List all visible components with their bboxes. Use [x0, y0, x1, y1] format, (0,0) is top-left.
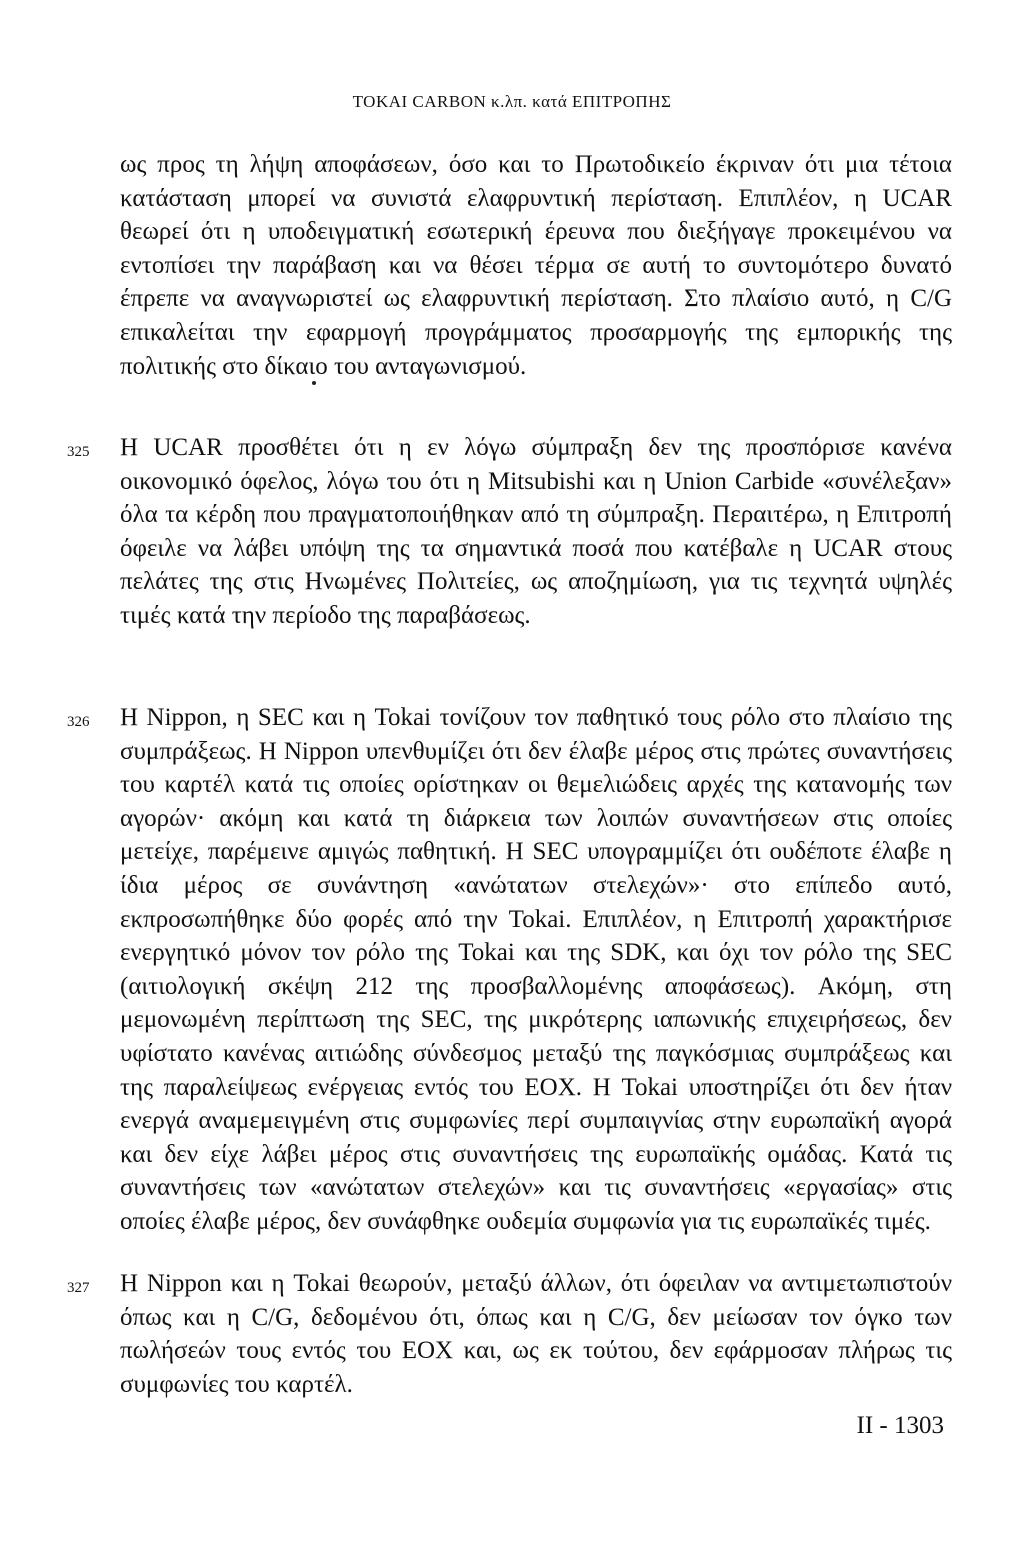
paragraph-327: Η Nippon και η Tokai θεωρούν, μεταξύ άλλων, ότι όφειλαν να αντιμετωπιστούν όπως και η C/G, δεδομένου ότι, όπως και η C/G, δεν μείωσαν τον όγκο των πωλήσεών τους εντός του ΕΟΧ και, ως εκ τούτου, δεν εφάρμοσαν πλήρως τις συμφωνίες του καρτέλ. [120, 1270, 952, 1398]
paragraph-number-326: 326 [67, 714, 90, 730]
running-header: TOKAI CARBON κ.λπ. κατά ΕΠΙΤΡΟΠΗΣ [352, 92, 672, 111]
paragraph-number-327: 327 [67, 1280, 90, 1296]
paragraph-326: Η Nippon, η SEC και η Tokai τονίζουν τον παθητικό τους ρόλο στο πλαίσιο της συμπράξεως. Η Nippon υπενθυμίζει ότι δεν έλαβε μέρος στις πρώτες συναντήσεις του καρτέλ κατά τις οποίες ορίστηκαν οι θεμελιώδεις αρχές της κατανομής των αγορών· ακόμη και κατά τη διάρκεια των λοιπών συναντήσεων στις οποίες μετείχε, παρέμεινε αμιγώς παθητική. Η SEC υπογραμμίζει ότι ουδέποτε έλαβε η ίδια μέρος σε συνάντηση «ανώτατων στελεχών»· στο επίπεδο αυτό, εκπροσωπήθηκε δύο φορές από την Tokai. Επιπλέον, η Επιτροπή χαρακτήρισε ενεργητικό μόνον τον ρόλο της Tokai και της SDK, και όχι τον ρόλο της SEC (αιτιολογική σκέψη 212 της προσβαλλομένης αποφάσεως). Ακόμη, στη μεμονωμένη περίπτωση της SEC, της μικρότερης ιαπωνικής επιχειρήσεως, δεν υφίστατο κανένας αιτιώδης σύνδεσμος μεταξύ της παγκόσμιας συμπράξεως και της παραλείψεως ενέργειας εντός του ΕΟΧ. Η Tokai υποστηρίζει ότι δεν ήταν ενεργά αναμεμειγμένη στις συμφωνίες περί συμπαιγνίας στην ευρωπαϊκή αγορά και δεν είχε λάβει μέρος στις συναντήσεις της ευρωπαϊκής ομάδας. Κατά τις συναντήσεις των «ανώτατων στελεχών» και τις συναντήσεις «εργασίας» στις οποίες έλαβε μέρος, δεν συνάφθηκε ουδεμία συμφωνία για τις ευρωπαϊκές τιμές. [120, 704, 952, 1235]
page-number: II - 1303 [856, 1412, 944, 1439]
stray-dot-mark [312, 381, 316, 385]
paragraph-325: Η UCAR προσθέτει ότι η εν λόγω σύμπραξη δεν της προσπόρισε κανένα οικονομικό όφελος, λόγω του ότι η Mitsubishi και η Union Carbide «συνέλεξαν» όλα τα κέρδη που πραγματοποιήθηκαν από τη σύμπραξη. Περαιτέρω, η Επιτροπή όφειλε να λάβει υπόψη της τα σημαντικά ποσά που κατέβαλε η UCAR στους πελάτες της στις Ηνωμένες Πολιτείες, ως αποζημίωση, για τις τεχνητά υψηλές τιμές κατά την περίοδο της παραβάσεως. [120, 434, 952, 629]
paragraph-number-325: 325 [67, 444, 90, 460]
paragraph-continued: ως προς τη λήψη αποφάσεων, όσο και το Πρωτοδικείο έκριναν ότι μια τέτοια κατάσταση μπορεί να συνιστά ελαφρυντική περίσταση. Επιπλέον, η UCAR θεωρεί ότι η υποδειγματική εσωτερική έρευνα που διεξήγαγε προκειμένου να εντοπίσει την παράβαση και να θέσει τέρμα σε αυτή το συντομότερο δυνατό έπρεπε να αναγνωριστεί ως ελαφρυντική περίσταση. Στο πλαίσιο αυτό, η C/G επικαλείται την εφαρμογή προγράμματος προσαρμογής της εμπορικής της πολιτικής στο δίκαιο του ανταγωνισμού. [120, 151, 952, 380]
